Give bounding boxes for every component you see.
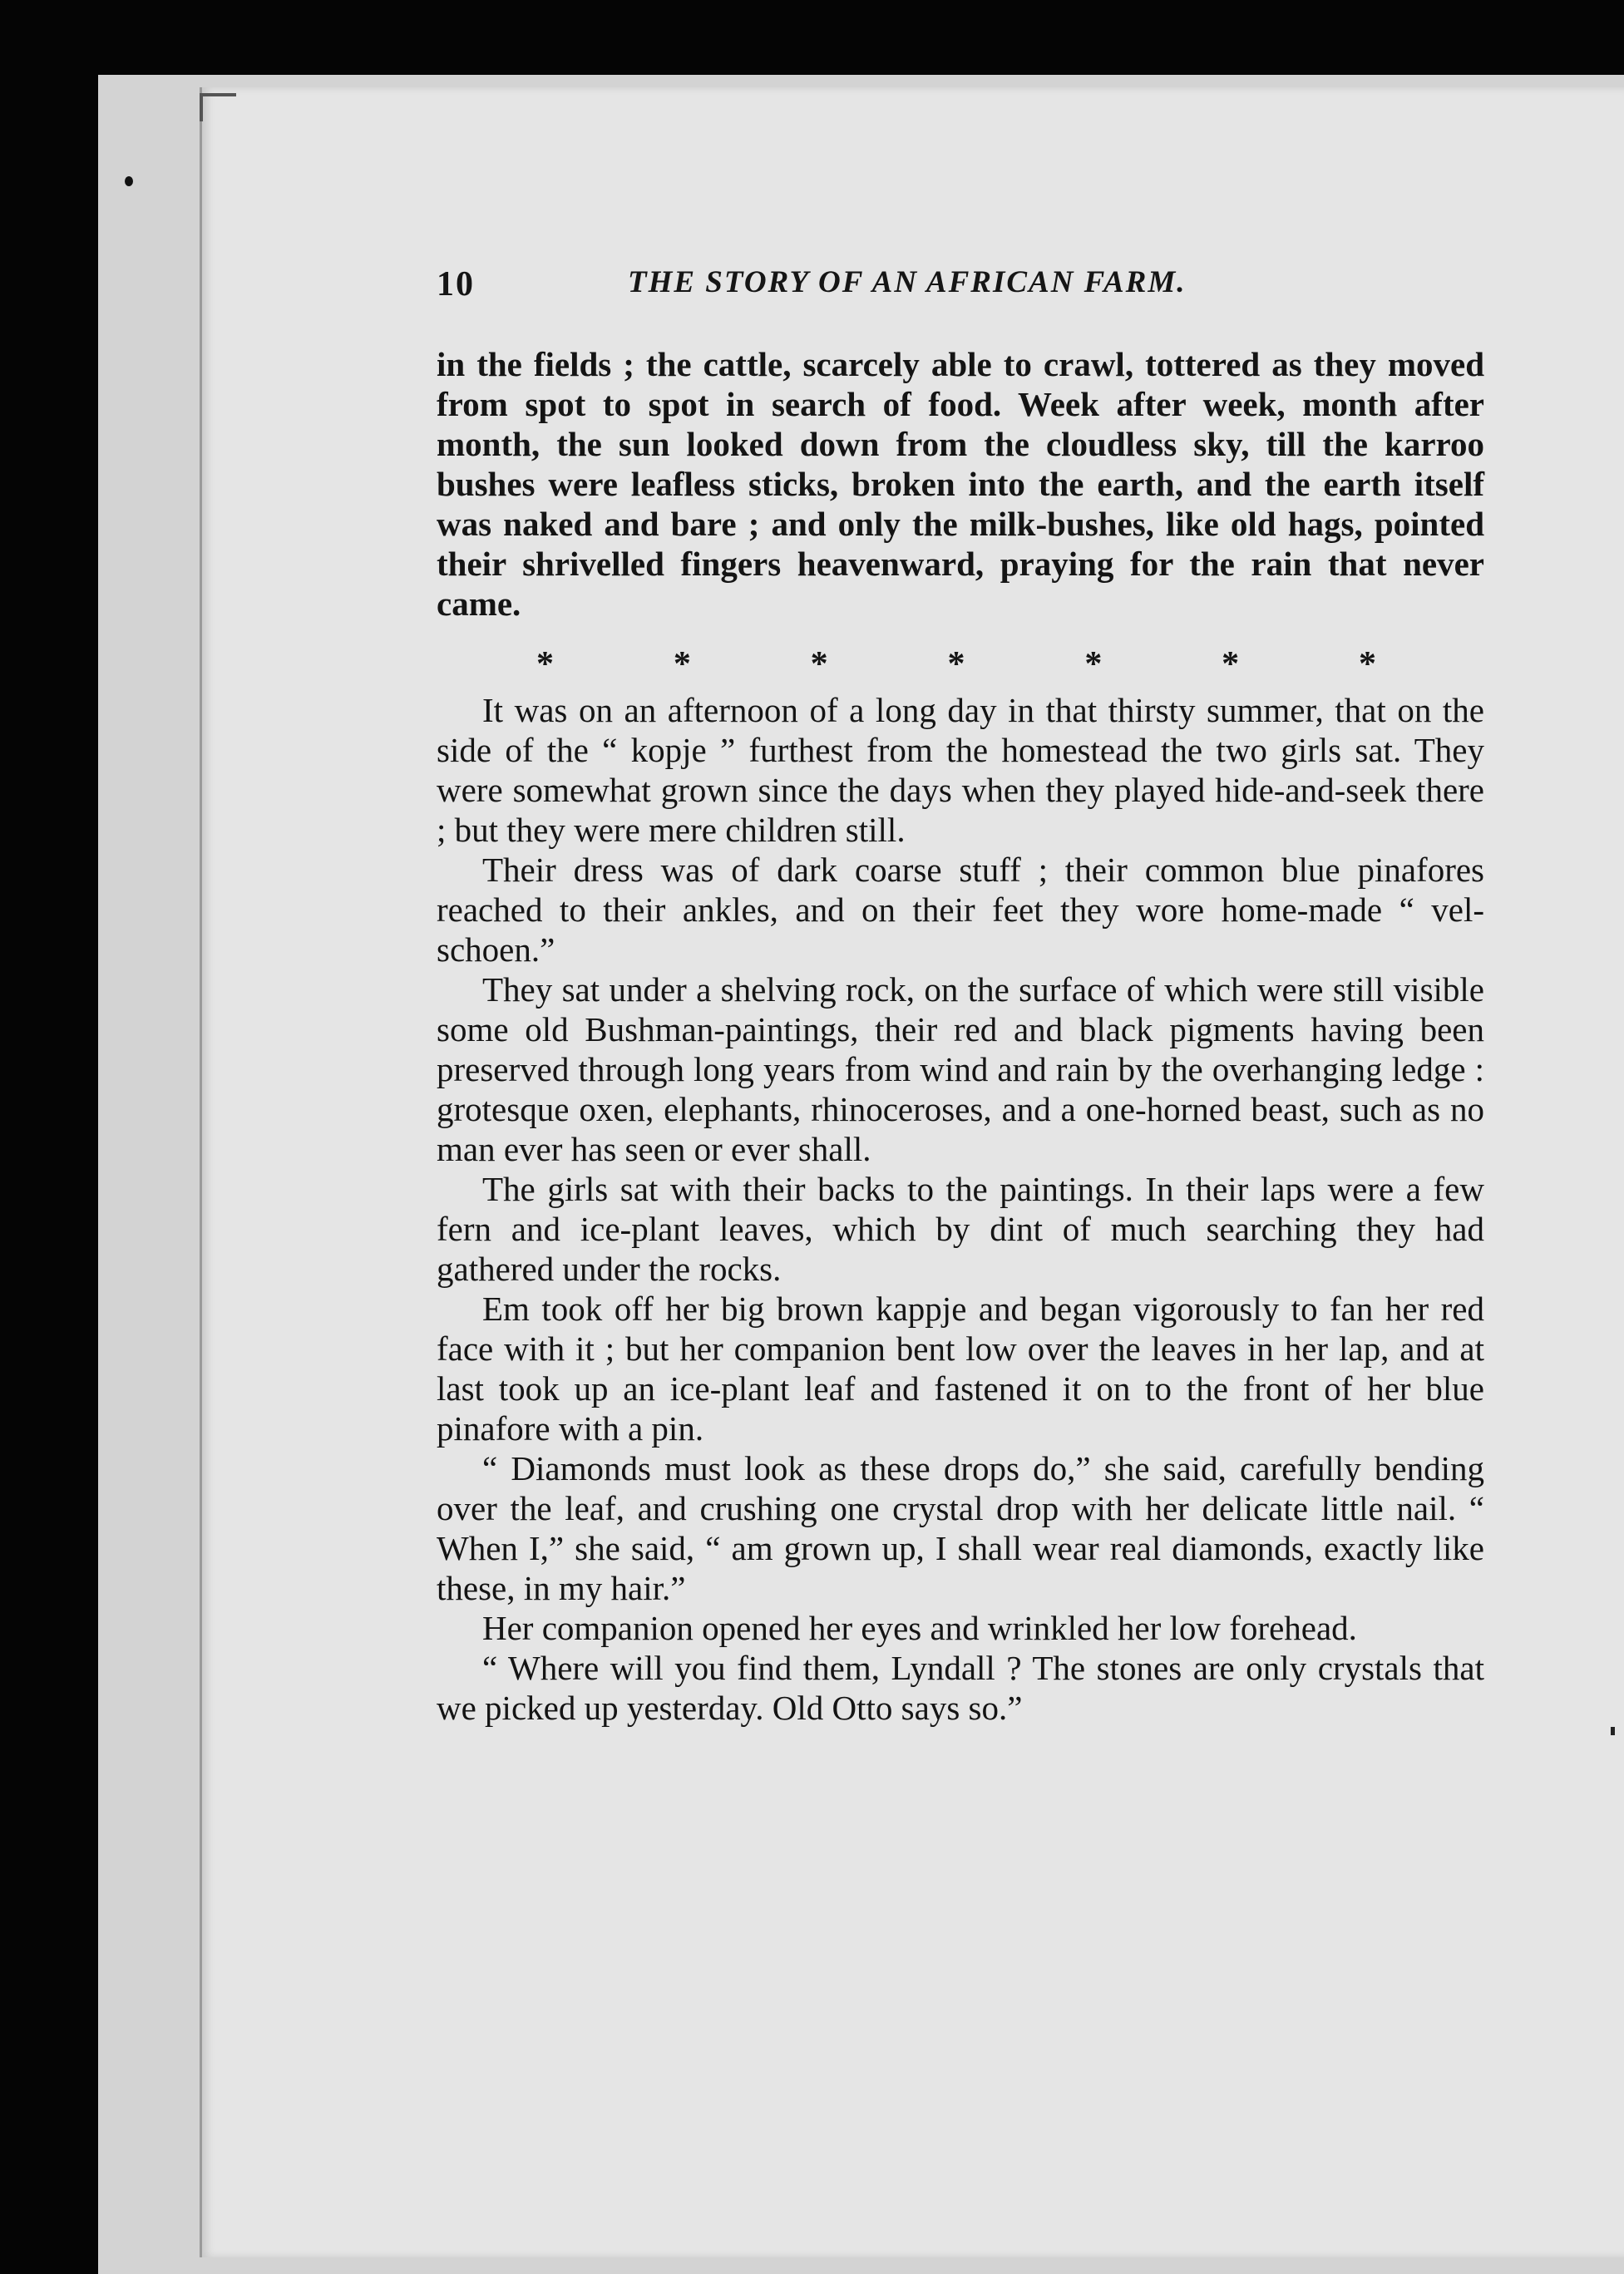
paragraph: It was on an afternoon of a long day in that thirsty summer, that on the side of the “ kopje ” furthest from the homestead the two girls sat. They were somewhat grown since the days when they played hide-and-seek there ; but they were mere children still. — [437, 691, 1484, 849]
ink-speck — [125, 176, 133, 186]
paragraph: Their dress was of dark coarse stuff ; their common blue pinafores reached to their ankles, and on their feet they wore home-made “ vel-schoen.” — [437, 851, 1484, 969]
separator-star: * — [1084, 645, 1103, 683]
body-text — [437, 344, 1484, 1728]
paragraph: “ Where will you find them, Lyndall ? The stones are only crystals that we picked up yesterday. Old Otto says so.” — [437, 1649, 1484, 1727]
paragraph: Em took off her big brown kappje and began vigorously to fan her red face with it ; but her companion bent low over the leaves in her lap, and at last took up an ice-plant leaf and fastened it on to the front of her blue pinafore with a pin. — [437, 1290, 1484, 1448]
margin-mark — [1611, 1727, 1615, 1735]
paragraph: They sat under a shelving rock, on the surface of which were still visible some old Bushman-paintings, their red and black pigments having been preserved through long years from wind and rain by the overhanging ledge : grotesque oxen, elephants, rhinoceroses, and a one-horned beast, such as no man ever has seen or ever shall. — [437, 970, 1484, 1168]
page-number: 10 — [437, 265, 475, 303]
paragraph: The girls sat with their backs to the paintings. In their laps were a few fern and ice-plant leaves, which by dint of much searching they had gathered under the rocks. — [437, 1170, 1484, 1288]
page-header — [437, 264, 1293, 314]
paragraph: Her companion opened her eyes and wrinkled her low forehead. — [482, 1609, 1357, 1647]
paragraph: in the fields ; the cattle, scarcely able to crawl, tottered as they moved from spot to spot in search of food. Week after week, month after month, the sun looked down from the cloudless sky, till the karroo bushes were leafless sticks, broken into the earth, and the earth itself was naked and bare ; and only the milk-bushes, like old hags, pointed their shrivelled fingers heavenward, praying for the rain that never came. — [437, 345, 1484, 623]
separator-star: * — [673, 645, 691, 683]
section-separator — [536, 639, 1376, 690]
separator-star: * — [947, 645, 965, 683]
separator-star: * — [810, 645, 828, 683]
separator-star: * — [1358, 645, 1376, 683]
page-corner-mark — [200, 93, 236, 121]
paragraph: “ Diamonds must look as these drops do,” she said, carefully bending over the leaf, and crushing one crystal drop with her delicate little nail. “ When I,” she said, “ am grown up, I shall wear real diamonds, exactly like these, in my hair.” — [437, 1449, 1484, 1607]
separator-star: * — [1222, 645, 1240, 683]
separator-star: * — [536, 645, 554, 683]
running-title: THE STORY OF AN AFRICAN FARM. — [628, 265, 1187, 299]
